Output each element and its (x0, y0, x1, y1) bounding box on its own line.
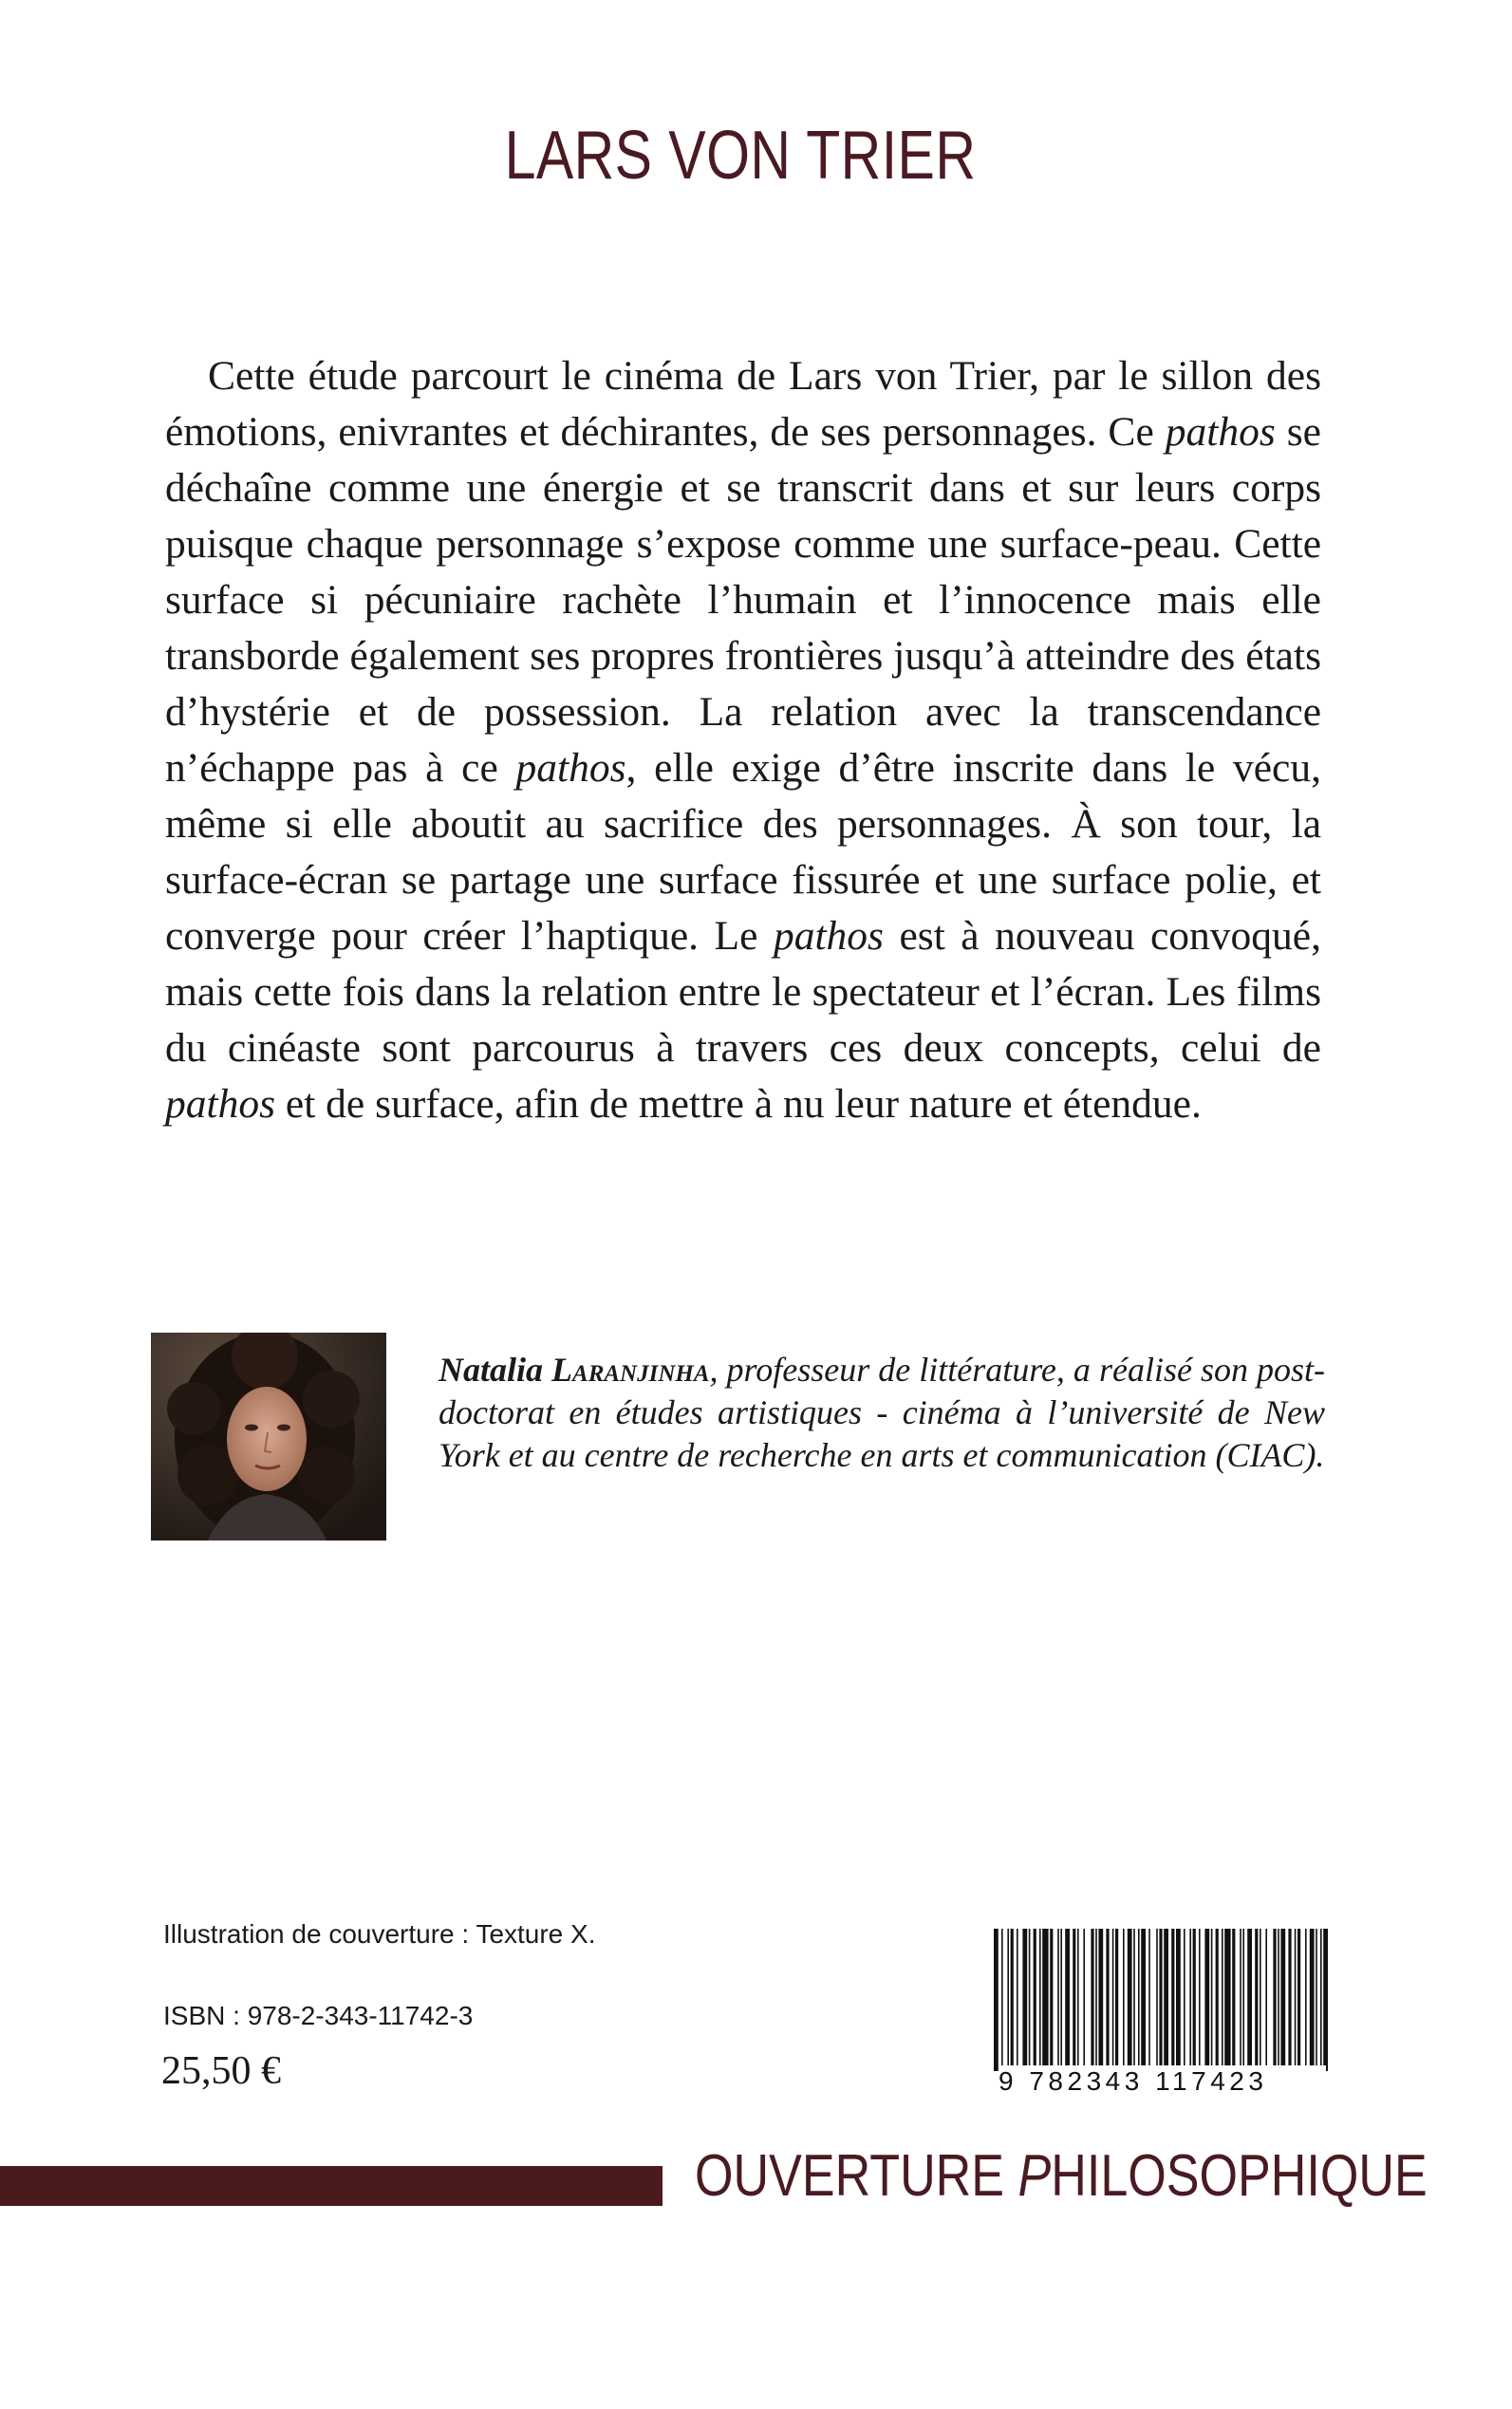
blurb-text: , elle exige d’être inscrite dans le vécu, même si elle aboutit au sacrifice des personnages. À son tour, la surface-écran se partage une surface fissurée et une surface polie, et converge pour créer l’haptique. Le (165, 745, 1321, 959)
barcode-bar (1211, 1929, 1213, 2071)
barcode-bar (1007, 1929, 1009, 2071)
barcode-bar (1164, 1929, 1168, 2071)
author-bio-text: , professeur de littérature, a réalisé son post-doctorat en études artistiques - cinéma à l’université de New York et au centre de recherche en arts et communication (CIAC). (439, 1351, 1326, 1474)
blurb-emphasis: pathos (1165, 409, 1276, 455)
author-first-name: Natalia (439, 1351, 544, 1389)
barcode-bar (1156, 1929, 1158, 2071)
series-name-part: OUVERTURE (695, 2143, 1018, 2209)
barcode-bar (1171, 1929, 1174, 2071)
barcode-bar (1193, 1929, 1196, 2071)
barcode-bar (1112, 1929, 1114, 2071)
barcode-bar (1280, 1929, 1285, 2071)
barcode-bar (1265, 1929, 1267, 2071)
barcode-bar (1288, 1929, 1291, 2071)
barcode-bar (1141, 1929, 1146, 2071)
back-cover-blurb (165, 348, 1321, 1132)
blurb-text: se déchaîne comme une énergie et se transcrit dans et sur leurs corps puisque chaque personnage s’expose comme une surface-peau. Cette surface si pécuniaire rachète l’humain et l’innocence mais elle transborde également ses propres frontières jusqu’à atteindre des états d’hystérie et de possession. La relation avec la transcendance n’échappe pas à ce (165, 409, 1321, 791)
barcode-bar (1128, 1929, 1132, 2071)
author-bio (439, 1349, 1325, 1477)
barcode-bar (1204, 1929, 1209, 2071)
barcode-bar (1091, 1929, 1093, 2071)
barcode-bar (1106, 1929, 1109, 2071)
barcode-bar (1297, 1929, 1300, 2071)
series-name-part: HILOSOPHIQUE (1051, 2143, 1428, 2209)
blurb-emphasis: pathos (165, 1081, 276, 1127)
blurb-emphasis: pathos (515, 745, 626, 791)
barcode-bar (1273, 1929, 1276, 2071)
barcode-bar (1159, 1929, 1162, 2071)
barcode-bar (1029, 1929, 1031, 2071)
barcode-bar (1011, 1929, 1014, 2071)
barcode-bar (1077, 1929, 1079, 2071)
barcode-bar (1216, 1929, 1219, 2071)
barcode-bar (1184, 1929, 1185, 2071)
series-name-part: P (1017, 2143, 1052, 2209)
barcode-bar (1176, 1929, 1181, 2071)
barcode-bar (1255, 1929, 1258, 2071)
illustration-credit: Illustration de couverture : Texture X. (163, 1919, 596, 1949)
barcode-bar (1065, 1929, 1070, 2071)
series-name (695, 2143, 1428, 2209)
author-last-name: Laranjinha (551, 1351, 710, 1389)
barcode-bar (1323, 1929, 1328, 2071)
barcode-bar (1034, 1929, 1036, 2071)
barcode-bar (1320, 1929, 1322, 2071)
barcode-bar (994, 1929, 999, 2071)
blurb-emphasis: pathos (773, 913, 884, 959)
barcode-bar (1242, 1929, 1244, 2071)
barcode-bar (1295, 1929, 1297, 2071)
blurb-text: est à nouveau convoqué, mais cette fois dans la relation entre le spectateur et l’écran. Les films du cinéaste sont parcourus à travers ces deux concepts, celui de (165, 913, 1321, 1071)
barcode-bar (1278, 1929, 1279, 2071)
barcode-bar (1232, 1929, 1235, 2071)
barcode-bar (1095, 1929, 1097, 2071)
book-title: LARS VON TRIER (504, 118, 977, 194)
author-portrait-icon (151, 1333, 386, 1541)
barcode-bar (1039, 1929, 1041, 2071)
blurb-text: et de surface, afin de mettre à nu leur nature et étendue. (275, 1081, 1202, 1127)
price: 25,50 € (161, 2049, 281, 2093)
barcode-bar (1316, 1929, 1317, 2071)
barcode-bar (1042, 1929, 1048, 2071)
barcode-bar (1199, 1929, 1201, 2071)
barcode-bar (1310, 1929, 1315, 2071)
barcode-bar (1083, 1929, 1085, 2071)
barcode-bar (1305, 1929, 1307, 2071)
barcode-bar (1098, 1929, 1103, 2071)
barcode-bar (1133, 1929, 1135, 2071)
barcode-bar (1022, 1929, 1027, 2071)
barcode-bar (1050, 1929, 1053, 2071)
barcode-bar (1123, 1929, 1125, 2071)
barcode-bar (1224, 1929, 1230, 2071)
barcode-number: 9 782343 117423 (999, 2065, 1326, 2098)
barcode-bar (1001, 1929, 1003, 2071)
barcode-bar (1057, 1929, 1059, 2071)
author-photo (151, 1333, 386, 1541)
blurb-text: Cette étude parcourt le cinéma de Lars von Trier, par le sillon des émotions, enivrantes et déchirantes, de ses personnages. Ce (165, 353, 1321, 455)
barcode-bar (1073, 1929, 1075, 2071)
barcode-bar (1260, 1929, 1261, 2071)
series-bar (0, 2166, 663, 2206)
barcode-bar (1017, 1929, 1018, 2071)
barcode-bar (1148, 1929, 1150, 2071)
barcode-bar (1138, 1929, 1140, 2071)
isbn: ISBN : 978-2-343-11742-3 (163, 2001, 474, 2030)
barcode-bar (1222, 1929, 1223, 2071)
barcode-bar (1115, 1929, 1118, 2071)
barcode-bar (1060, 1929, 1062, 2071)
barcode-bar (1247, 1929, 1252, 2071)
barcode-bar (1240, 1929, 1241, 2071)
barcode-bar (1189, 1929, 1191, 2071)
